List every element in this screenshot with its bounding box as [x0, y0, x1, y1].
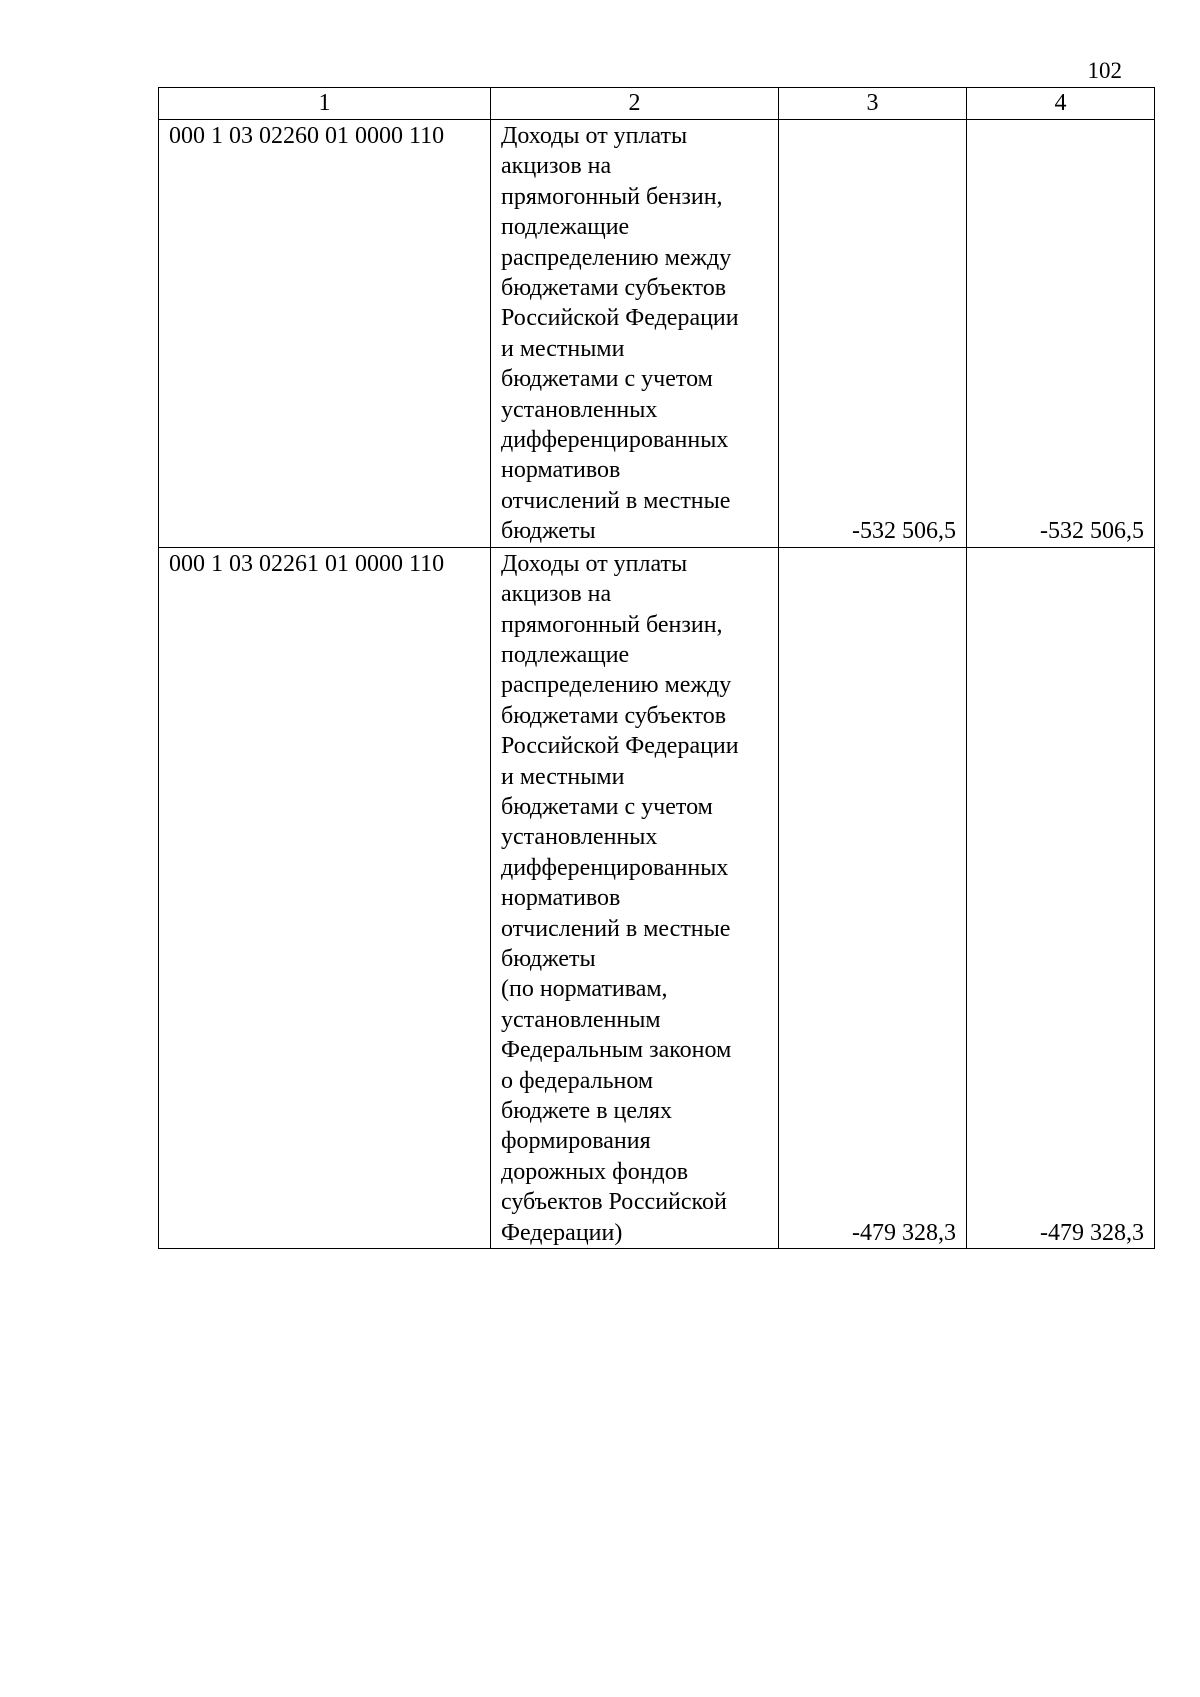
description-line: акцизов на: [501, 153, 612, 180]
budget-table: [158, 87, 1155, 1249]
budget-code-cell: 000 1 03 02260 01 0000 110: [159, 120, 491, 548]
description-line: Доходы от уплаты: [501, 123, 688, 149]
description-line: Федерации): [501, 1219, 623, 1246]
description-line: бюджетами субъектов: [501, 702, 727, 729]
description-line: нормативов: [501, 457, 621, 484]
header-col-1: 1: [159, 88, 491, 120]
description-line: дифференцированных: [501, 427, 729, 454]
budget-code-cell: 000 1 03 02261 01 0000 110: [159, 547, 491, 1248]
description-line: Доходы от уплаты: [501, 550, 688, 577]
description-line: бюджетами субъектов: [501, 275, 727, 302]
description-line: бюджетами с учетом: [501, 366, 713, 393]
description-line: и местными: [501, 335, 625, 362]
description-line: установленных: [501, 824, 658, 851]
description-line: субъектов Российской: [501, 1189, 727, 1216]
description-cell: [491, 120, 779, 548]
page-number: 102: [1087, 58, 1122, 83]
header-col-3: 3: [779, 88, 967, 120]
description-line: установленных: [501, 396, 658, 423]
description-line: подлежащие: [501, 214, 630, 241]
description-cell: [491, 547, 779, 1248]
description-line: прямогонный бензин,: [501, 611, 723, 638]
value-col-4-cell: -479 328,3: [967, 547, 1155, 1248]
description-line: отчислений в местные: [501, 487, 731, 514]
description-line: бюджете в целях: [501, 1098, 673, 1124]
description-line: бюджеты: [501, 945, 596, 972]
value-col-4-cell: -532 506,5: [967, 120, 1155, 548]
description-line: (по нормативам,: [501, 976, 668, 1003]
description-line: Российской Федерации: [501, 305, 739, 332]
description-line: распределению между: [501, 244, 732, 271]
description-line: распределению между: [501, 672, 732, 699]
description-line: Федеральным законом: [501, 1037, 732, 1064]
table-row: [159, 120, 1155, 548]
description-line: и местными: [501, 763, 625, 790]
header-row: [159, 88, 1155, 120]
value-col-3-cell: -532 506,5: [779, 120, 967, 548]
description-line: о федеральном: [501, 1067, 654, 1094]
description-line: отчислений в местные: [501, 915, 731, 942]
description-line: подлежащие: [501, 641, 630, 668]
description-line: дифференцированных: [501, 854, 729, 881]
description-line: формирования: [501, 1128, 651, 1155]
value-col-3-cell: -479 328,3: [779, 547, 967, 1248]
description-line: установленным: [501, 1006, 661, 1033]
description-line: акцизов на: [501, 581, 612, 608]
header-col-2: 2: [491, 88, 779, 120]
description-line: нормативов: [501, 885, 621, 912]
description-line: бюджеты: [501, 518, 596, 545]
description-line: дорожных фондов: [501, 1158, 689, 1185]
description-line: Российской Федерации: [501, 733, 739, 760]
table-row: [159, 547, 1155, 1248]
header-col-4: 4: [967, 88, 1155, 120]
description-line: прямогонный бензин,: [501, 183, 723, 210]
description-line: бюджетами с учетом: [501, 793, 713, 820]
